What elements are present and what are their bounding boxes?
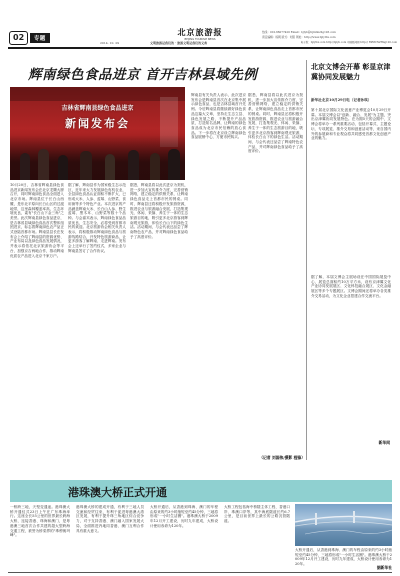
bridge-headline: 港珠澳大桥正式开通 — [68, 486, 167, 499]
main-body-col4: 辉南县有关负责人表示，此次进京发布会是辉南县首次在北京集中展示绿色食品，也是吉林县域首开先例。今后辉南县将继续做好绿色食品这篇大文章，坚持走生态立县、绿色发展之路，不断提升产品品质，打造知名品牌，让辉南的绿色食品成为北京市民信赖的放心食品。下一步将在北京设立辉南绿色食品展销中心，方便市民购买。 — [191, 93, 246, 140]
bridge-col3: 大桥开通后，从香港到珠海、澳门的车程由原来的约3小时缩短至约45分钟，三地将形成"一小时生活圈"。港珠澳大桥于2009年12月开工建设，历时九年建成，大桥设计使用寿命为120年。 — [150, 505, 218, 528]
page-number: 02 — [9, 31, 28, 45]
contact-url: 电子版：bjlytbx.com http://bjlyb.com 中国新闻网 http:// RPMCNZH4g126.com — [300, 41, 397, 44]
sidebar-divider — [306, 60, 307, 460]
main-body-col1: 10月20日，吉林省辉南县绿色食品进京新闻发布会在北京龙腾大厦召开，同时辉南绿色食品全面进入北京市场。辉南县位于长白山西麓，是东北平原向长白山区的过渡地带，这里森林覆盖率高，生态环境优良，素有"长白山下金三角"之美誉。此次辉南县绿色食品进京，是吉林省县域绿色食品首次整体组团进京，标志着辉南绿色农产品正式登陆首都市场。辉南县县长在发布会上介绍了辉南县的资源优势、产业布局以及绿色食品发展情况，并表示将依托北京旅游协会等平台，加强京吉两地合作，推动辉南优质农产品进入北京千家万户。 — [10, 183, 64, 258]
sidebar-body1: 第十届北京国际文化创意产业博览会10月29日开幕。本届文博会以"创新、融合、发展"为主题，突出京津冀协同发展特色。在为期5天的会期中，文博会将举办一系列重要活动，包括开幕式、主题论坛、专项展览、推介交易和创意活动等，来自国内外的参展商和专业观众将共同感受首都文化创意产业的魅力。 — [311, 108, 391, 141]
main-body-continued: 据悉，辉南县将以此次进京为契机，进一步加大宣传推介力度，完善营销网络，建立稳定的供销关系，让辉南绿色食品走上首都市民的餐桌。同时，辉南县还将积极开发旅游资源，推进农业与旅游融合发展，打造集观光、休闲、采摘、养生于一体的生态旅游目的地，吸引更多北京游客到辉南观光旅游，体验长白山下的绿色生活。活动期间，与会代表还品尝了辉南特色农产品，并对辉南绿色食品给予了高度评价。 — [248, 93, 303, 154]
contact-edit: 责任编辑：杨朝 版式：刘思 网址：http://www.bjlytbx.com — [262, 35, 336, 39]
bridge-col5-text: 大桥开通后，从香港到珠海、澳门的车程由原来的约3小时缩短至约45分钟，三地将形成"一小时生活圈"。港珠澳大桥于2009年12月开工建设，历时九年建成，大桥设计使用寿命为120年。 — [295, 548, 392, 566]
bridge-source: 据新华社 — [376, 565, 392, 570]
main-byline: （记者 刘国伟/摄影 程锋） — [259, 455, 305, 460]
section-tag: 专题 — [30, 33, 50, 43]
main-headline: 辉南绿色食品进京 首开吉林县域先例 — [28, 67, 258, 83]
slogan: 文明旅游是我们的 · 旅游文明是我们的义务 — [150, 41, 208, 45]
masthead — [135, 27, 265, 41]
main-body-col4b — [248, 93, 303, 450]
sidebar-source: 新华网 — [378, 440, 390, 445]
bridge-col2: 港珠澳大桥的建成开通，有利于三地人员交流和经贸往来，有利于促进粤港澳大湾区发展，有利于提升珠三角地区综合竞争力，对于支持香港、澳门融入国家发展大局，全面推进内地同香港、澳门互利合作具有重大意义。 — [76, 505, 144, 533]
bridge-banner — [10, 480, 392, 502]
contact-phone: 热线：010-66077420 Email：bjlyb@bjmtmzhg126.com — [262, 30, 336, 34]
sidebar-dateline: 新华社北京10月29日电（记者孙琪） — [311, 98, 372, 102]
bridge-col1: 一桥跨三地，天堑变通途。港珠澳大桥开通仪式23日上午在广东珠海举行。这座全长55公里的世界最长跨海大桥，连接香港、珠海和澳门，是粤港澳三地首次合作共建的超大型跨海交通工程，被誉为桥梁界的"珠穆朗玛峰"。 — [10, 505, 70, 538]
main-body-col3: 据悉，辉南县将以此次进京为契机，进一步加大宣传推介力度，完善营销网络，建立稳定的供销关系，让辉南绿色食品走上首都市民的餐桌。同时，辉南县还将积极开发旅游资源，推进农业与旅游融合发展，打造集观光、休闲、采摘、养生于一体的生态旅游目的地，吸引更多北京游客到辉南观光旅游，体验长白山下的绿色生活。活动期间，与会代表还品尝了辉南特色农产品，并对辉南绿色食品给予了高度评价。 — [130, 183, 188, 239]
main-body-col2: 据了解，辉南县作为国家级生态示范区，近年来大力发展绿色有机农业，全县绿色食品认证面积不断扩大，已形成大米、人参、蓝莓、山野菜、食用菌等多个特色产业。本次进京的产品涵盖辉南大米、长白山人参、野生蓝莓、黑木耳、山野菜等数十个品种。与会嘉宾表示，辉南绿色食品品质优良，生态安全，必将受到首都市民的欢迎。北京旅游协会相关负责人表示，将积极推动辉南绿色食品与旅游线路结合，开发特色旅游商品，让更多游客了解辉南、走进辉南。发布会上还举行了签约仪式，多家企业与辉南县签订了合作协议。 — [68, 183, 126, 253]
header-rule — [8, 47, 392, 49]
photo-banner-sub: 新闻发布会 — [65, 117, 130, 130]
bridge-col4: 大桥工程包括海中桥隧主体工程、香港口岸、珠澳口岸等，其中海底隧道长约6.7公里，是目前世界上最长的公路沉管隧道。 — [224, 505, 290, 524]
sidebar-headline: 北京文博会开幕 彰显京津冀协同发展魅力 — [311, 63, 391, 81]
bridge-illustration — [295, 504, 392, 546]
photo-banner-text: 吉林省辉南县绿色食品进京 — [61, 105, 134, 112]
bridge-photo — [295, 504, 392, 546]
footer-rule — [8, 572, 392, 573]
issue-date: 2014. 10. 29 — [100, 41, 120, 45]
bridge-col5 — [295, 548, 392, 566]
press-conference-photo — [10, 87, 185, 180]
sidebar-body2: 据了解，本届文博会主展场设在中国国际展览中心，展览总面积约10万平方米，设有京津冀文化产业协同发展展区、文化科技融合展区、文化金融展区等多个专题展区。文博会期间还将举办各类推介交易活动，为文化企业搭建合作交流平台。 — [311, 275, 391, 298]
paper-name-en: BEIJING TOURISM NEWS — [184, 38, 216, 41]
paper-name: 北京旅游报 — [177, 27, 223, 37]
